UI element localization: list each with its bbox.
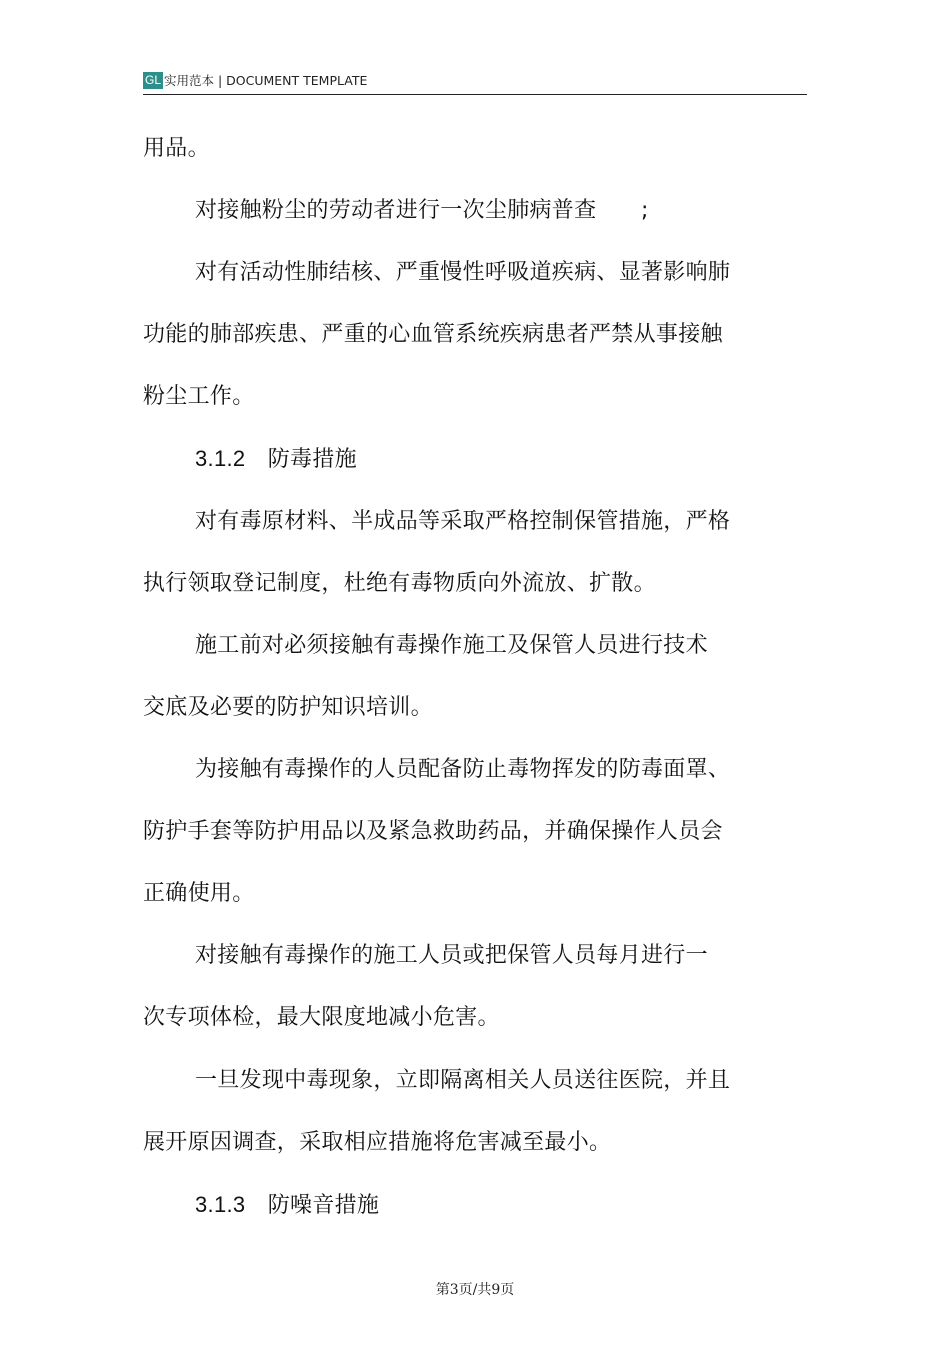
- paragraph-line: 功能的肺部疾患、严重的心血管系统疾病患者严禁从事接触: [143, 322, 723, 347]
- paragraph-line: 对接触粉尘的劳动者进行一次尘肺病普查 ;: [195, 198, 649, 223]
- paragraph-line: 为接触有毒操作的人员配备防止毒物挥发的防毒面罩、: [195, 757, 731, 782]
- paragraph-line: 执行领取登记制度，杜绝有毒物质向外流放、扩散。: [143, 571, 656, 596]
- paragraph-line: 施工前对必须接触有毒操作施工及保管人员进行技术: [195, 633, 708, 658]
- section-heading: 3.1.3 防噪音措施: [195, 1192, 380, 1217]
- paragraph-line: 对接触有毒操作的施工人员或把保管人员每月进行一: [195, 943, 708, 968]
- paragraph-line: 对有活动性肺结核、严重慢性呼吸道疾病、显著影响肺: [195, 260, 731, 285]
- paragraph-line: 防护手套等防护用品以及紧急救助药品，并确保操作人员会: [143, 819, 723, 844]
- paragraph-line: 正确使用。: [143, 881, 255, 906]
- header-title: 实用范本 | DOCUMENT TEMPLATE: [164, 73, 368, 88]
- paragraph-line: 用品。: [143, 136, 210, 161]
- page-header: [143, 68, 807, 95]
- paragraph-line: 交底及必要的防护知识培训。: [143, 695, 433, 720]
- paragraph-line: 展开原因调查，采取相应措施将危害减至最小。: [143, 1130, 612, 1155]
- paragraph-line: 次专项体检，最大限度地减小危害。: [143, 1005, 500, 1030]
- gl-logo: GL: [144, 73, 161, 87]
- section-heading: 3.1.2 防毒措施: [195, 446, 357, 471]
- paragraph-line: 对有毒原材料、半成品等采取严格控制保管措施，严格: [195, 509, 731, 534]
- paragraph-line: 一旦发现中毒现象，立即隔离相关人员送往医院，并且: [195, 1068, 731, 1093]
- paragraph-line: 粉尘工作。: [143, 384, 255, 409]
- page-number: 第3页/共9页: [435, 1282, 515, 1298]
